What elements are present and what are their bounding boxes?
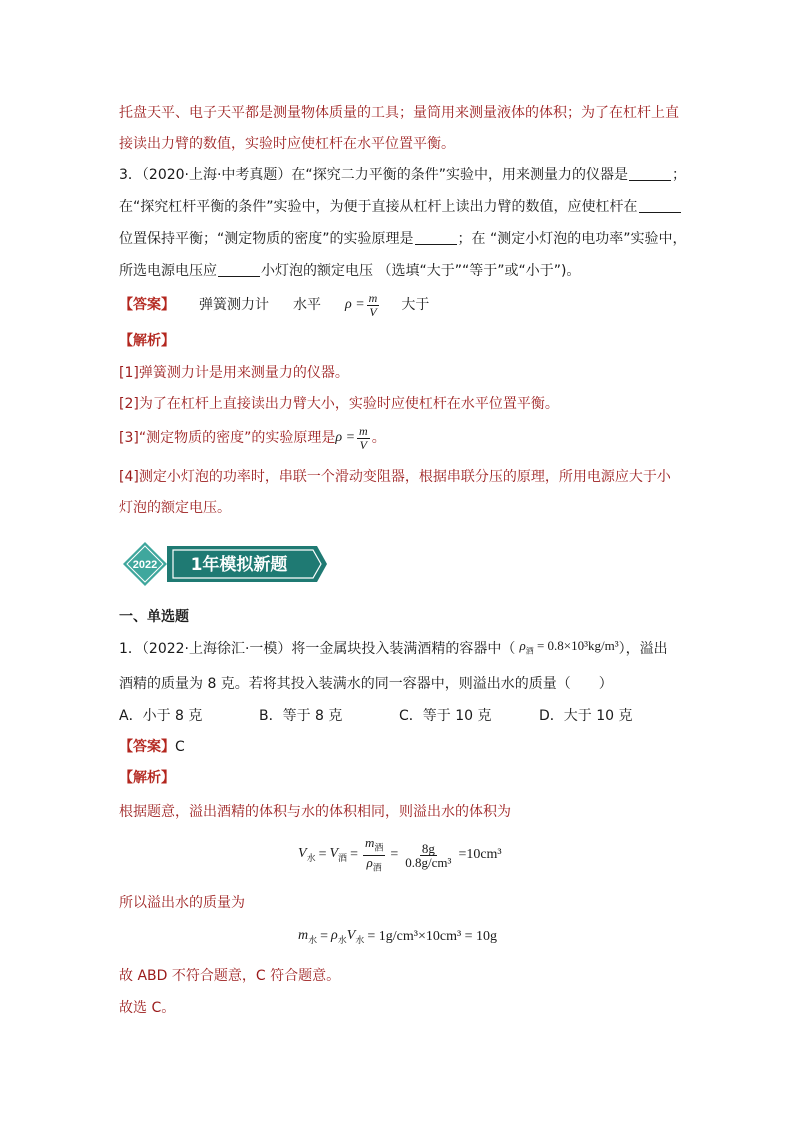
fraction bbox=[363, 836, 385, 874]
question-3-line-3 bbox=[119, 229, 686, 249]
explanation-line: 托盘天平、电子天平都是测量物体质量的工具；量筒用来测量液体的体积；为了在杠杆上直 bbox=[119, 105, 679, 121]
banner-graphic bbox=[121, 540, 327, 588]
density-formula bbox=[345, 292, 381, 319]
answer-value: C bbox=[175, 739, 185, 755]
analysis-label: 【解析】 bbox=[119, 333, 175, 349]
formula-symbol: V bbox=[298, 846, 307, 862]
answer-blank bbox=[415, 230, 457, 245]
answer-value: 水平 bbox=[293, 297, 321, 313]
formula-lhs: ρ = bbox=[345, 297, 365, 312]
subscript: 酒 bbox=[338, 852, 348, 863]
formula-symbol: V bbox=[329, 846, 339, 862]
question-text: 所选电源电压应 bbox=[119, 263, 217, 279]
question-1-line-2: 酒精的质量为 8 克。若将其投入装满水的同一容器中，则溢出水的质量（ ） bbox=[119, 676, 613, 692]
fraction-denominator: ρ bbox=[366, 854, 373, 870]
fraction-denominator: 0.8g/cm³ bbox=[405, 854, 452, 870]
analysis-text: [3]“测定物质的密度”的实验原理是 bbox=[119, 430, 336, 446]
fraction-numerator: m bbox=[364, 835, 375, 850]
answer-value: 弹簧测力计 bbox=[199, 297, 269, 313]
analysis-label: 【解析】 bbox=[119, 770, 175, 786]
equals-sign: = bbox=[390, 847, 399, 863]
subscript: 水 bbox=[308, 934, 318, 945]
section-banner bbox=[121, 540, 327, 588]
question-3-line-2 bbox=[119, 197, 682, 217]
question-text: 位置保持平衡；“测定物质的密度”的实验原理是 bbox=[119, 231, 414, 247]
subscript: 酒 bbox=[372, 862, 382, 873]
option-a[interactable]: A．小于 8 克 bbox=[119, 708, 203, 724]
mass-formula bbox=[298, 928, 497, 946]
answer-label: 【答案】 bbox=[119, 297, 175, 313]
equals-sign: = bbox=[320, 928, 329, 944]
answer-blank bbox=[218, 262, 260, 277]
subscript: 酒 bbox=[525, 646, 534, 656]
formula-result: =10cm³ bbox=[458, 847, 502, 863]
density-value bbox=[519, 636, 618, 662]
question-1-answer bbox=[119, 737, 185, 757]
question-text: 1．（2022·上海徐汇·一模）将一金属块投入装满酒精的容器中（ bbox=[119, 641, 516, 657]
subscript: 水 bbox=[306, 852, 316, 863]
fraction bbox=[403, 842, 453, 869]
explanation-line: 接读出力臂的数值，实验时应使杠杆在水平位置平衡。 bbox=[119, 136, 455, 152]
question-3-answer bbox=[119, 290, 430, 319]
equals-sign: = bbox=[318, 847, 327, 863]
subscript: 酒 bbox=[374, 842, 384, 853]
formula-result: = 1g/cm³×10cm³ = 10g bbox=[367, 928, 498, 944]
fraction-denominator: V bbox=[369, 304, 377, 319]
answer-value: 大于 bbox=[401, 297, 430, 313]
formula-symbol: m bbox=[298, 928, 309, 943]
answer-blank bbox=[639, 198, 681, 213]
equals-sign: = bbox=[350, 847, 358, 863]
banner-year: 2022 bbox=[132, 559, 158, 571]
question-text: 在“探究杠杆平衡的条件”实验中，为便于直接从杠杆上读出力臂的数值，应使杠杆在 bbox=[119, 199, 638, 215]
option-b[interactable]: B．等于 8 克 bbox=[259, 708, 343, 724]
density-number: = 0.8×10³kg/m³ bbox=[533, 638, 619, 654]
fraction bbox=[367, 292, 380, 319]
banner-title: 1年模拟新题 bbox=[190, 555, 288, 575]
volume-formula bbox=[298, 836, 502, 874]
analysis-line: [1]弹簧测力计是用来测量力的仪器。 bbox=[119, 365, 349, 381]
question-1-line-1 bbox=[119, 638, 668, 660]
option-c[interactable]: C．等于 10 克 bbox=[399, 708, 492, 724]
analysis-line: [4]测定小灯泡的功率时，串联一个滑动变阻器，根据串联分压的原理，所用电源应大于小 bbox=[119, 469, 671, 485]
subscript: 水 bbox=[337, 934, 347, 945]
question-text: 小灯泡的额定电压 （选填“大于”“等于”或“小于”)。 bbox=[261, 263, 581, 279]
analysis-line: 所以溢出水的质量为 bbox=[119, 895, 245, 911]
analysis-line: [2]为了在杠杆上直接读出力臂大小，实验时应使杠杆在水平位置平衡。 bbox=[119, 396, 559, 412]
question-text: 3．（2020·上海·中考真题）在“探究二力平衡的条件”实验中，用来测量力的仪器是 bbox=[119, 167, 628, 183]
answer-blank bbox=[629, 166, 671, 181]
analysis-line: 灯泡的额定电压。 bbox=[119, 500, 231, 516]
analysis-line: 故选 C。 bbox=[119, 1000, 176, 1016]
question-text: ；在 “测定小灯泡的电功率”实验中， bbox=[457, 231, 687, 247]
analysis-line bbox=[119, 423, 386, 452]
analysis-text: 。 bbox=[371, 430, 386, 446]
question-1-options bbox=[119, 706, 679, 726]
option-d[interactable]: D．大于 10 克 bbox=[539, 708, 633, 724]
rho-symbol: ρ bbox=[519, 638, 526, 654]
question-3-line-4 bbox=[119, 261, 580, 281]
fraction-numerator: m bbox=[368, 290, 378, 305]
question-3-line-1 bbox=[119, 165, 686, 185]
section-heading: 一、单选题 bbox=[119, 609, 189, 625]
answer-label: 【答案】 bbox=[119, 739, 175, 755]
fraction-numerator: 8g bbox=[421, 840, 435, 856]
fraction bbox=[357, 425, 370, 452]
formula-lhs: ρ = bbox=[335, 430, 356, 445]
fraction-denominator: V bbox=[359, 437, 368, 452]
analysis-line: 故 ABD 不符合题意，C 符合题意。 bbox=[119, 968, 341, 984]
formula-symbol: ρ bbox=[331, 928, 338, 943]
question-text: ； bbox=[671, 167, 686, 183]
analysis-line: 根据题意，溢出酒精的体积与水的体积相同，则溢出水的体积为 bbox=[119, 804, 511, 820]
fraction-numerator: m bbox=[359, 423, 368, 438]
formula-symbol: V bbox=[346, 928, 356, 943]
question-text: ），溢出 bbox=[618, 641, 668, 657]
subscript: 水 bbox=[355, 934, 365, 945]
